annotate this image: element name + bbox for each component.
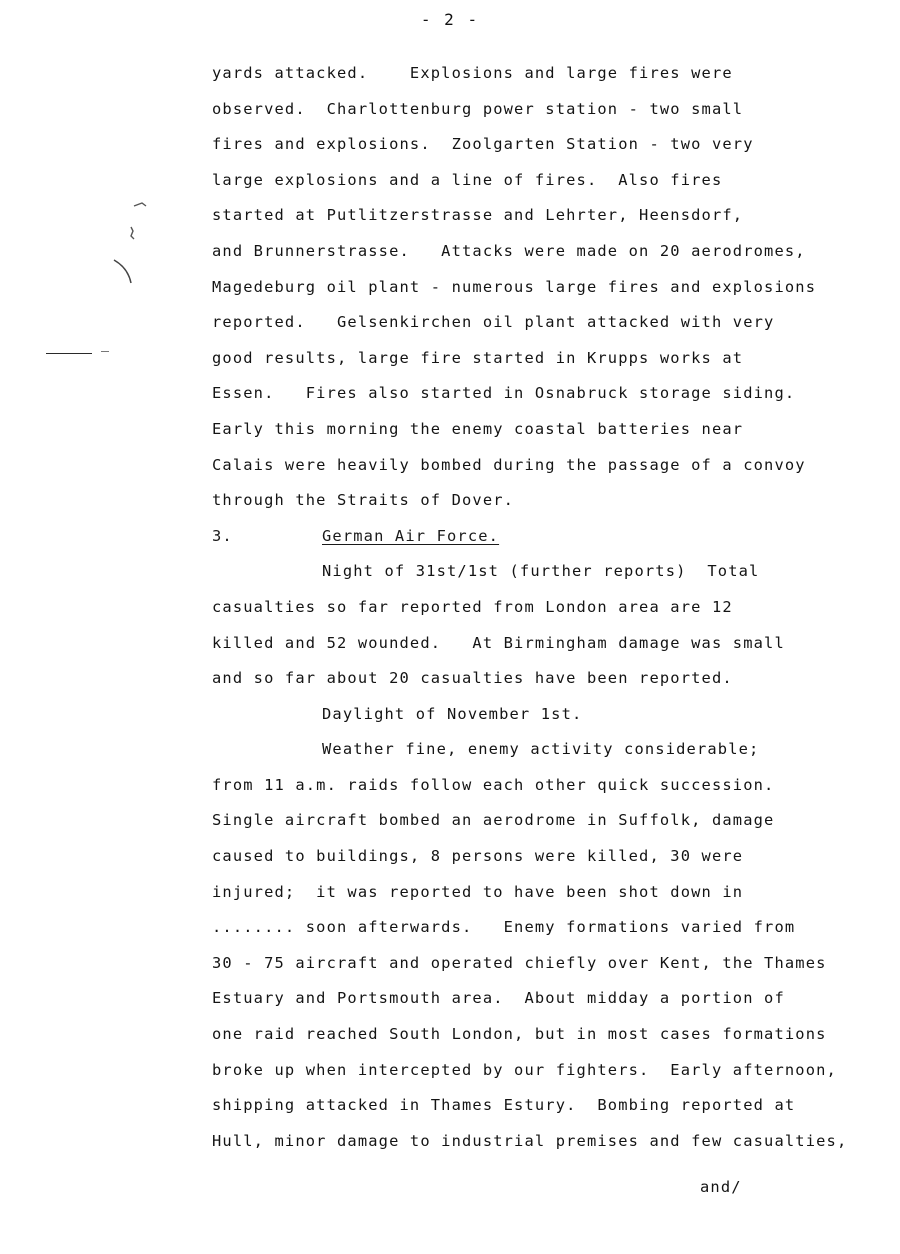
text-line: large explosions and a line of fires. Also fires [212,170,723,189]
body-text-block [212,56,892,1159]
pencil-dash-mark [46,353,92,354]
text-line: started at Putlitzerstrasse and Lehrter, Heensdorf, [212,206,744,225]
section-heading-row [212,519,892,555]
text-line: observed. Charlottenburg power station - two small [212,99,744,118]
text-line: Hull, minor damage to industrial premises and few casualties, [212,1131,848,1150]
text-line: broke up when intercepted by our fighters. Early afternoon, [212,1060,837,1079]
text-line: Early this morning the enemy coastal batteries near [212,419,744,438]
text-line: ........ soon afterwards. Enemy formations varied from [212,918,796,937]
pencil-tick-mark [101,351,109,352]
page-catchword: and/ [700,1178,742,1196]
text-line: through the Straits of Dover. [212,491,515,510]
text-line: and Brunnerstrasse. Attacks were made on 20 aerodromes, [212,241,806,260]
text-line: Essen. Fires also started in Osnabruck storage siding. [212,384,796,403]
text-line: Single aircraft bombed an aerodrome in Suffolk, damage [212,811,775,830]
text-line: casualties so far reported from London area are 12 [212,597,733,616]
text-line: caused to buildings, 8 persons were killed, 30 were [212,847,744,866]
text-line: 30 - 75 aircraft and operated chiefly over Kent, the Thames [212,953,827,972]
pencil-squiggle-icon [0,0,212,1254]
text-line: Calais were heavily bombed during the passage of a convoy [212,455,806,474]
page-number: - 2 - [420,10,480,29]
text-line: Night of 31st/1st (further reports) Total [322,562,760,581]
section-number: 3. [212,526,233,545]
text-line: yards attacked. Explosions and large fires were [212,64,733,82]
text-line: injured; it was reported to have been shot down in [212,882,744,901]
text-line: shipping attacked in Thames Estury. Bombing reported at [212,1096,796,1115]
text-line: Magedeburg oil plant - numerous large fires and explosions [212,277,817,296]
text-line: reported. Gelsenkirchen oil plant attacked with very [212,313,775,332]
section-heading-label: German Air Force. [322,526,500,545]
text-line: one raid reached South London, but in most cases formations [212,1025,827,1044]
margin-annotations [0,0,212,1254]
text-line: good results, large fire started in Krupps works at [212,348,744,367]
text-line: Weather fine, enemy activity considerable; [322,740,760,759]
text-line: Estuary and Portsmouth area. About midday a portion of [212,989,785,1008]
text-line: Daylight of November 1st. [322,704,583,723]
text-line: and so far about 20 casualties have been reported. [212,669,733,688]
text-line: fires and explosions. Zoolgarten Station - two very [212,135,754,154]
text-line: killed and 52 wounded. At Birmingham damage was small [212,633,785,652]
text-line: from 11 a.m. raids follow each other quick succession. [212,775,775,794]
